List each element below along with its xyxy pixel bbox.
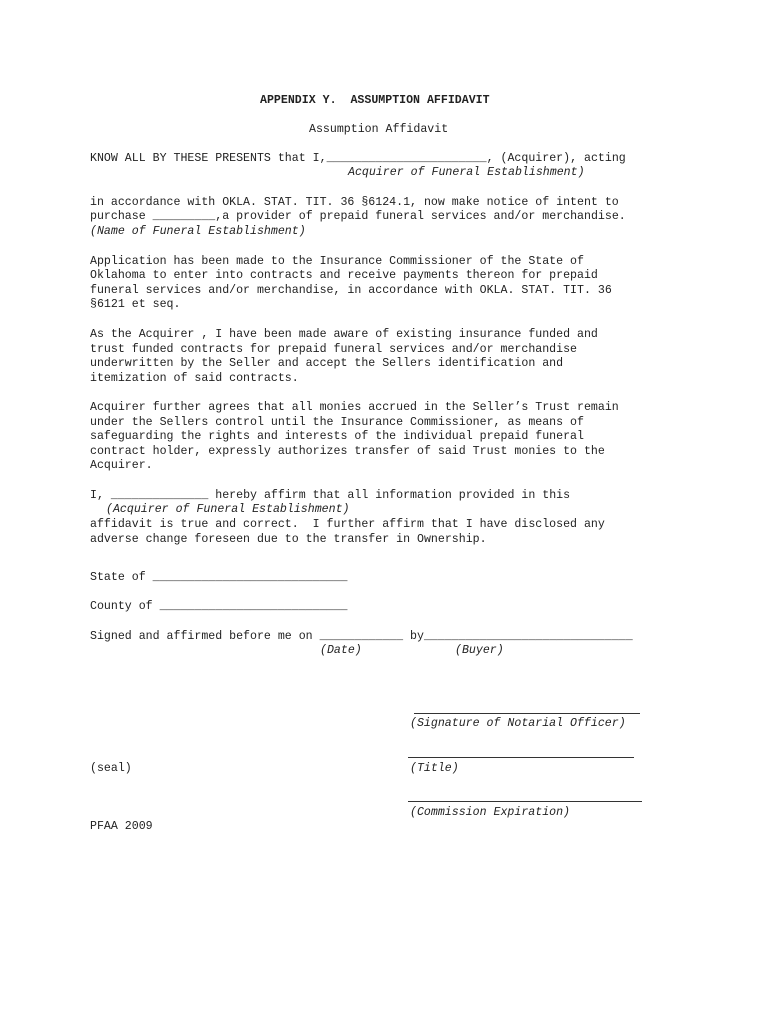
para4-line3: safeguarding the rights and interests of the individual prepaid funeral [90,430,584,443]
seal-label: (seal) [90,762,132,775]
buyer-caption: (Buyer) [455,644,504,657]
para1-line2 [90,210,626,225]
affirm-line2: affidavit is true and correct. I further affirm that I have disclosed any [90,518,605,531]
provider-text: ,a provider of prepaid funeral services and/or merchandise. [215,210,626,223]
para4-line4: contract holder, expressly authorizes transfer of said Trust monies to the [90,445,605,458]
document-title: Assumption Affidavit [309,123,449,136]
date-caption: (Date) [320,644,362,657]
affirm-line3: adverse change foreseen due to the transfer in Ownership. [90,533,487,546]
state-label: State of [90,571,153,584]
buyer-blank: ______________________________ [423,630,633,643]
know-all-text: KNOW ALL BY THESE PRESENTS that I, [90,152,327,165]
affirm-i-text: I, [90,489,111,502]
commission-line [408,801,642,802]
state-blank: ____________________________ [152,571,348,584]
title-caption: (Title) [410,762,459,775]
acquirer-caption: Acquirer of Funeral Establishment) [348,166,585,179]
county-line [90,600,347,615]
establishment-caption: (Name of Funeral Establishment) [90,225,306,238]
notary-signature-line [414,713,640,714]
footer-code: PFAA 2009 [90,820,153,833]
affirm-acquirer-caption: (Acquirer of Funeral Establishment) [106,503,350,516]
affirm-text: hereby affirm that all information provided in this [208,489,571,502]
establishment-name-blank: _________ [152,210,216,223]
purchase-text: purchase [90,210,153,223]
para1-line1: in accordance with OKLA. STAT. TIT. 36 §6124.1, now make notice of intent to [90,196,619,209]
affirm-line1 [90,489,570,504]
date-blank: ____________ [319,630,404,643]
para4-line1: Acquirer further agrees that all monies accrued in the Seller’s Trust remain [90,401,619,414]
county-label: County of [90,600,160,613]
notary-signature-caption: (Signature of Notarial Officer) [410,717,626,730]
para2-line1: Application has been made to the Insurance Commissioner of the State of [90,255,584,268]
para3-line2: trust funded contracts for prepaid funeral services and/or merchandise [90,343,578,356]
para3-line4: itemization of said contracts. [90,372,299,385]
by-text: by [403,630,424,643]
para3-line1: As the Acquirer , I have been made aware of existing insurance funded and [90,328,598,341]
para4-line5: Acquirer. [90,459,153,472]
signed-line [90,630,633,645]
signed-text: Signed and affirmed before me on [90,630,320,643]
para3-line3: underwritten by the Seller and accept the Sellers identification and [90,357,564,370]
appendix-heading: APPENDIX Y. ASSUMPTION AFFIDAVIT [260,94,490,107]
know-all-line [90,152,626,167]
acquirer-name-blank: _______________________ [326,152,487,165]
know-all-text-end: , (Acquirer), acting [486,152,626,165]
affirm-acquirer-blank: ______________ [110,489,209,502]
para2-line2: Oklahoma to enter into contracts and receive payments thereon for prepaid [90,269,598,282]
para2-line4: §6121 et seq. [90,298,181,311]
county-blank: ___________________________ [159,600,348,613]
title-line [408,757,634,758]
commission-caption: (Commission Expiration) [410,806,571,819]
para2-line3: funeral services and/or merchandise, in accordance with OKLA. STAT. TIT. 36 [90,284,612,297]
state-line [90,571,347,586]
para4-line2: under the Sellers control until the Insurance Commissioner, as means of [90,416,584,429]
